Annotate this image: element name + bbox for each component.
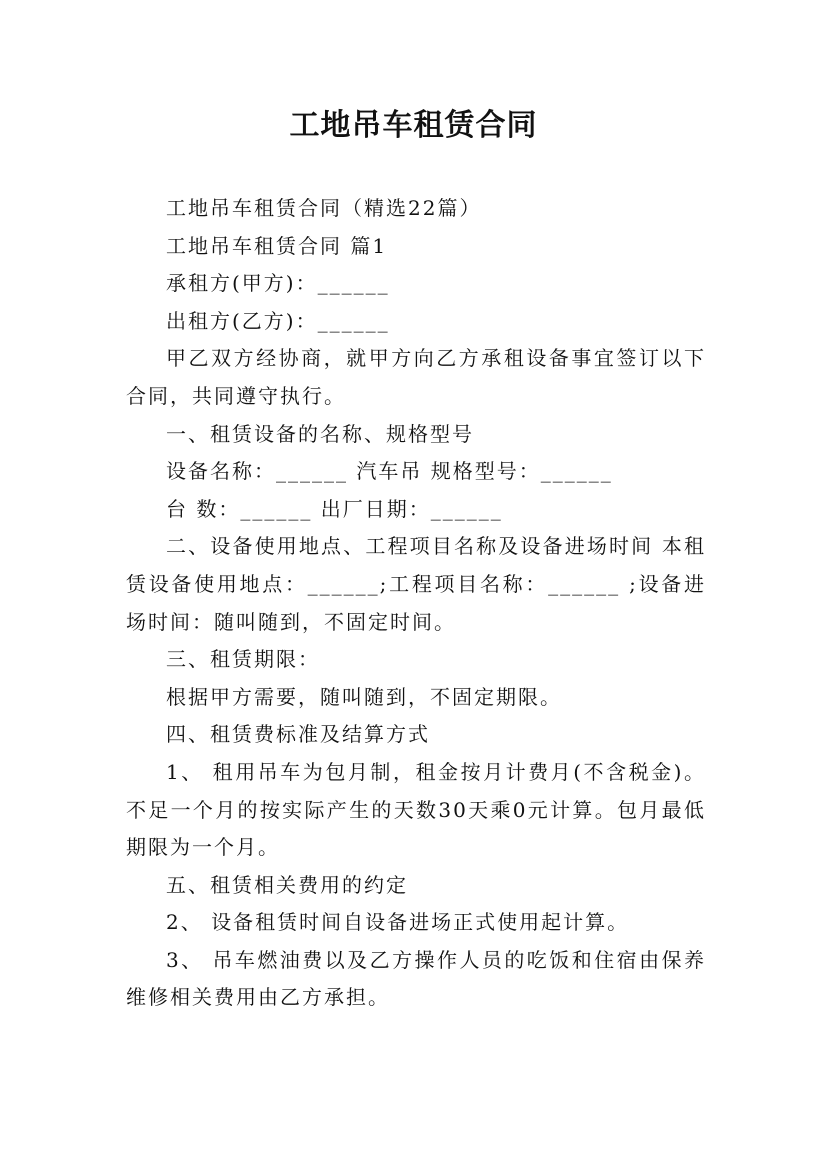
paragraph-clause-2: 二、设备使用地点、工程项目名称及设备进场时间 本租赁设备使用地点：______;工程项目名称：______ ;设备进场时间：随叫随到，不固定时间。 [126, 534, 706, 634]
paragraph-clause-5-item-2: 2、 设备租赁时间自设备进场正式使用起计算。 [166, 910, 630, 935]
document-title: 工地吊车租赁合同 [289, 108, 538, 143]
paragraph-clause-4-item-1: 1、 租用吊车为包月制，租金按月计费月(不含税金)。不足一个月的按实际产生的天数30天乘0元计算。包月最低期限为一个月。 [126, 759, 706, 860]
paragraph-equipment-name: 设备名称：______ 汽车吊 规格型号：______ [166, 459, 613, 484]
paragraph-lessee: 承租方(甲方)：______ [166, 271, 390, 296]
paragraph-clause-5-heading: 五、租赁相关费用的约定 [166, 872, 408, 897]
paragraph-clause-3-body: 根据甲方需要，随叫随到，不固定期限。 [166, 684, 562, 709]
paragraph-quantity-date: 台 数：______ 出厂日期：______ [166, 496, 503, 521]
paragraph-clause-5-item-3: 3、 吊车燃油费以及乙方操作人员的吃饭和住宿由保养维修相关费用由乙方承担。 [126, 947, 706, 1010]
paragraph-clause-1-heading: 一、租赁设备的名称、规格型号 [166, 421, 474, 446]
paragraph-clause-4-heading: 四、租赁费标准及结算方式 [166, 722, 430, 747]
paragraph-clause-3-heading: 三、租赁期限： [166, 647, 320, 672]
paragraph-section-heading: 工地吊车租赁合同 篇1 [166, 233, 388, 258]
document-body [126, 190, 706, 1017]
paragraph-preamble: 甲乙双方经协商，就甲方向乙方承租设备事宜签订以下合同，共同遵守执行。 [126, 346, 706, 408]
paragraph-collection-title: 工地吊车租赁合同（精选22篇） [166, 196, 482, 220]
paragraph-lessor: 出租方(乙方)：______ [166, 308, 390, 333]
